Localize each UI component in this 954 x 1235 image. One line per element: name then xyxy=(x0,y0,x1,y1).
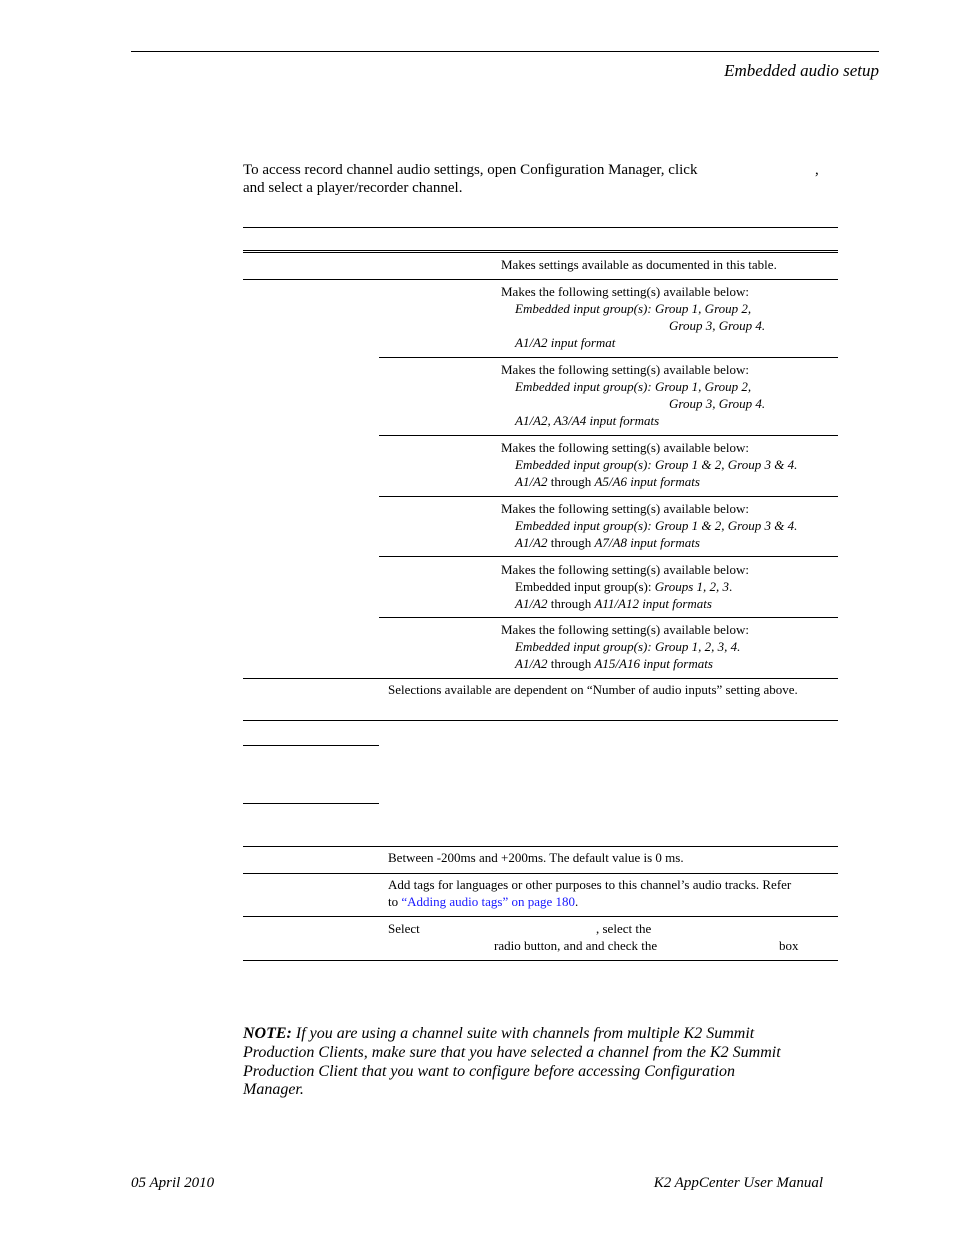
option-row-rule xyxy=(379,556,838,557)
option-row-rule xyxy=(379,617,838,618)
intro-line-2: and select a player/recorder channel. xyxy=(243,180,463,196)
option-row-lead: Makes the following setting(s) available below: xyxy=(501,440,750,455)
note-line-4: Manager. xyxy=(243,1081,304,1098)
select-row-word-4: box xyxy=(779,938,799,953)
option-row-detail-segment: Embedded input group(s): xyxy=(515,579,655,594)
row-rule xyxy=(243,873,838,874)
table-bottom-rule xyxy=(243,960,838,961)
option-row-detail-segment: . xyxy=(729,579,733,594)
option-row-detail-segment: A1/A2, A3/A4 input formats xyxy=(515,413,660,428)
note-line-2: Production Clients, make sure that you have selected a channel from the K2 Summit xyxy=(243,1044,781,1061)
row-rule xyxy=(243,678,838,679)
option-row-detail-segment: A7/A8 input formats xyxy=(594,535,700,550)
option-row-detail xyxy=(515,412,659,429)
option-row-detail-segment: Groups 1, 2, 3 xyxy=(654,579,730,594)
option-row-rule xyxy=(379,496,838,497)
footer-date: 05 April 2010 xyxy=(131,1175,215,1191)
option-row-rule xyxy=(379,435,838,436)
option-row-lead: Makes the following setting(s) available below: xyxy=(501,362,750,377)
option-row-detail-segment: A1/A2 xyxy=(515,596,548,611)
note-text-1: If you are using a channel suite with channels from multiple K2 Summit xyxy=(295,1025,755,1042)
option-row-detail-segment: through xyxy=(547,535,595,550)
option-row-detail-segment: through xyxy=(547,656,595,671)
option-row-detail-segment: A1/A2 xyxy=(515,535,548,550)
option-row-detail-segment: Embedded input group(s): Group 1 & 2, Group 3 & 4. xyxy=(515,518,798,533)
option-row-rule xyxy=(379,357,838,358)
tags-ref-prefix: to xyxy=(388,894,402,909)
row-rule xyxy=(243,279,838,280)
option-row-detail xyxy=(669,395,765,412)
intro-line-1-end: , xyxy=(815,162,819,178)
select-row-word-2: , select the xyxy=(596,921,652,936)
option-row-detail-segment: Group 3, Group 4. xyxy=(669,318,766,333)
section-title: Embedded audio setup xyxy=(724,61,879,80)
note-line-1 xyxy=(243,1024,754,1043)
note-label: NOTE: xyxy=(243,1025,292,1042)
tags-ref-end: . xyxy=(575,894,579,909)
option-row-lead: Makes the following setting(s) available below: xyxy=(501,501,750,516)
option-row-detail-segment: A11/A12 input formats xyxy=(594,596,712,611)
option-row-detail-segment: A5/A6 input formats xyxy=(594,474,700,489)
option-row-lead: Makes the following setting(s) available below: xyxy=(501,622,750,637)
footer-manual-title: K2 AppCenter User Manual xyxy=(653,1175,823,1191)
note-line-3: Production Client that you want to configure before accessing Configuration xyxy=(243,1063,735,1080)
option-row-detail xyxy=(669,317,765,334)
option-row-detail xyxy=(515,578,732,595)
option-row-detail-segment: Embedded input group(s): Group 1, 2, 3, 4. xyxy=(515,639,741,654)
intro-line-1: To access record channel audio settings, open Configuration Manager, click xyxy=(243,162,698,178)
option-row-detail xyxy=(515,456,797,473)
option-row-detail-segment: Embedded input group(s): Group 1 & 2, Group 3 & 4. xyxy=(515,457,798,472)
option-row-detail xyxy=(515,300,751,317)
option-row-detail xyxy=(515,334,615,351)
option-row-detail xyxy=(515,517,797,534)
option-row-detail xyxy=(515,655,713,672)
option-row-detail xyxy=(515,534,700,551)
table-header-rule xyxy=(243,250,838,251)
option-row-detail-segment: through xyxy=(547,596,595,611)
option-row-detail-segment: A1/A2 xyxy=(515,474,548,489)
option-row-detail xyxy=(515,473,700,490)
option-row-detail-segment: A1/A2 xyxy=(515,656,548,671)
adding-audio-tags-link[interactable]: “Adding audio tags” on page 180 xyxy=(401,894,576,909)
option-row-detail-segment: A1/A2 input format xyxy=(515,335,616,350)
option-row-detail-segment: Group 3, Group 4. xyxy=(669,396,766,411)
row-rule xyxy=(243,720,838,721)
option-row-detail-segment: Embedded input group(s): Group 1, Group 2, xyxy=(515,301,752,316)
tags-row-desc: Add tags for languages or other purposes to this channel’s audio tracks. Refer xyxy=(388,877,792,892)
tags-row-ref xyxy=(388,893,578,910)
option-row-lead: Makes the following setting(s) available below: xyxy=(501,562,750,577)
select-row-word-1: Select xyxy=(388,921,420,936)
header-rule xyxy=(131,51,879,52)
label-underline xyxy=(243,745,379,746)
row-rule xyxy=(243,916,838,917)
option-row-lead: Makes the following setting(s) available below: xyxy=(501,284,750,299)
enable-row-desc: Makes settings available as documented in this table. xyxy=(501,257,777,272)
option-row-detail xyxy=(515,595,712,612)
row-rule xyxy=(243,846,838,847)
delay-row-desc: Between -200ms and +200ms. The default value is 0 ms. xyxy=(388,850,684,865)
label-underline xyxy=(243,803,379,804)
option-row-detail-segment: A15/A16 input formats xyxy=(594,656,713,671)
table-top-rule xyxy=(243,227,838,228)
selections-row-desc: Selections available are dependent on “Number of audio inputs” setting above. xyxy=(388,682,798,697)
option-row-detail-segment: Embedded input group(s): Group 1, Group 2, xyxy=(515,379,752,394)
table-header-rule-2 xyxy=(243,252,838,253)
option-row-detail-segment: through xyxy=(547,474,595,489)
option-row-detail xyxy=(515,378,751,395)
select-row-word-3: radio button, and and check the xyxy=(494,938,658,953)
option-row-detail xyxy=(515,638,740,655)
